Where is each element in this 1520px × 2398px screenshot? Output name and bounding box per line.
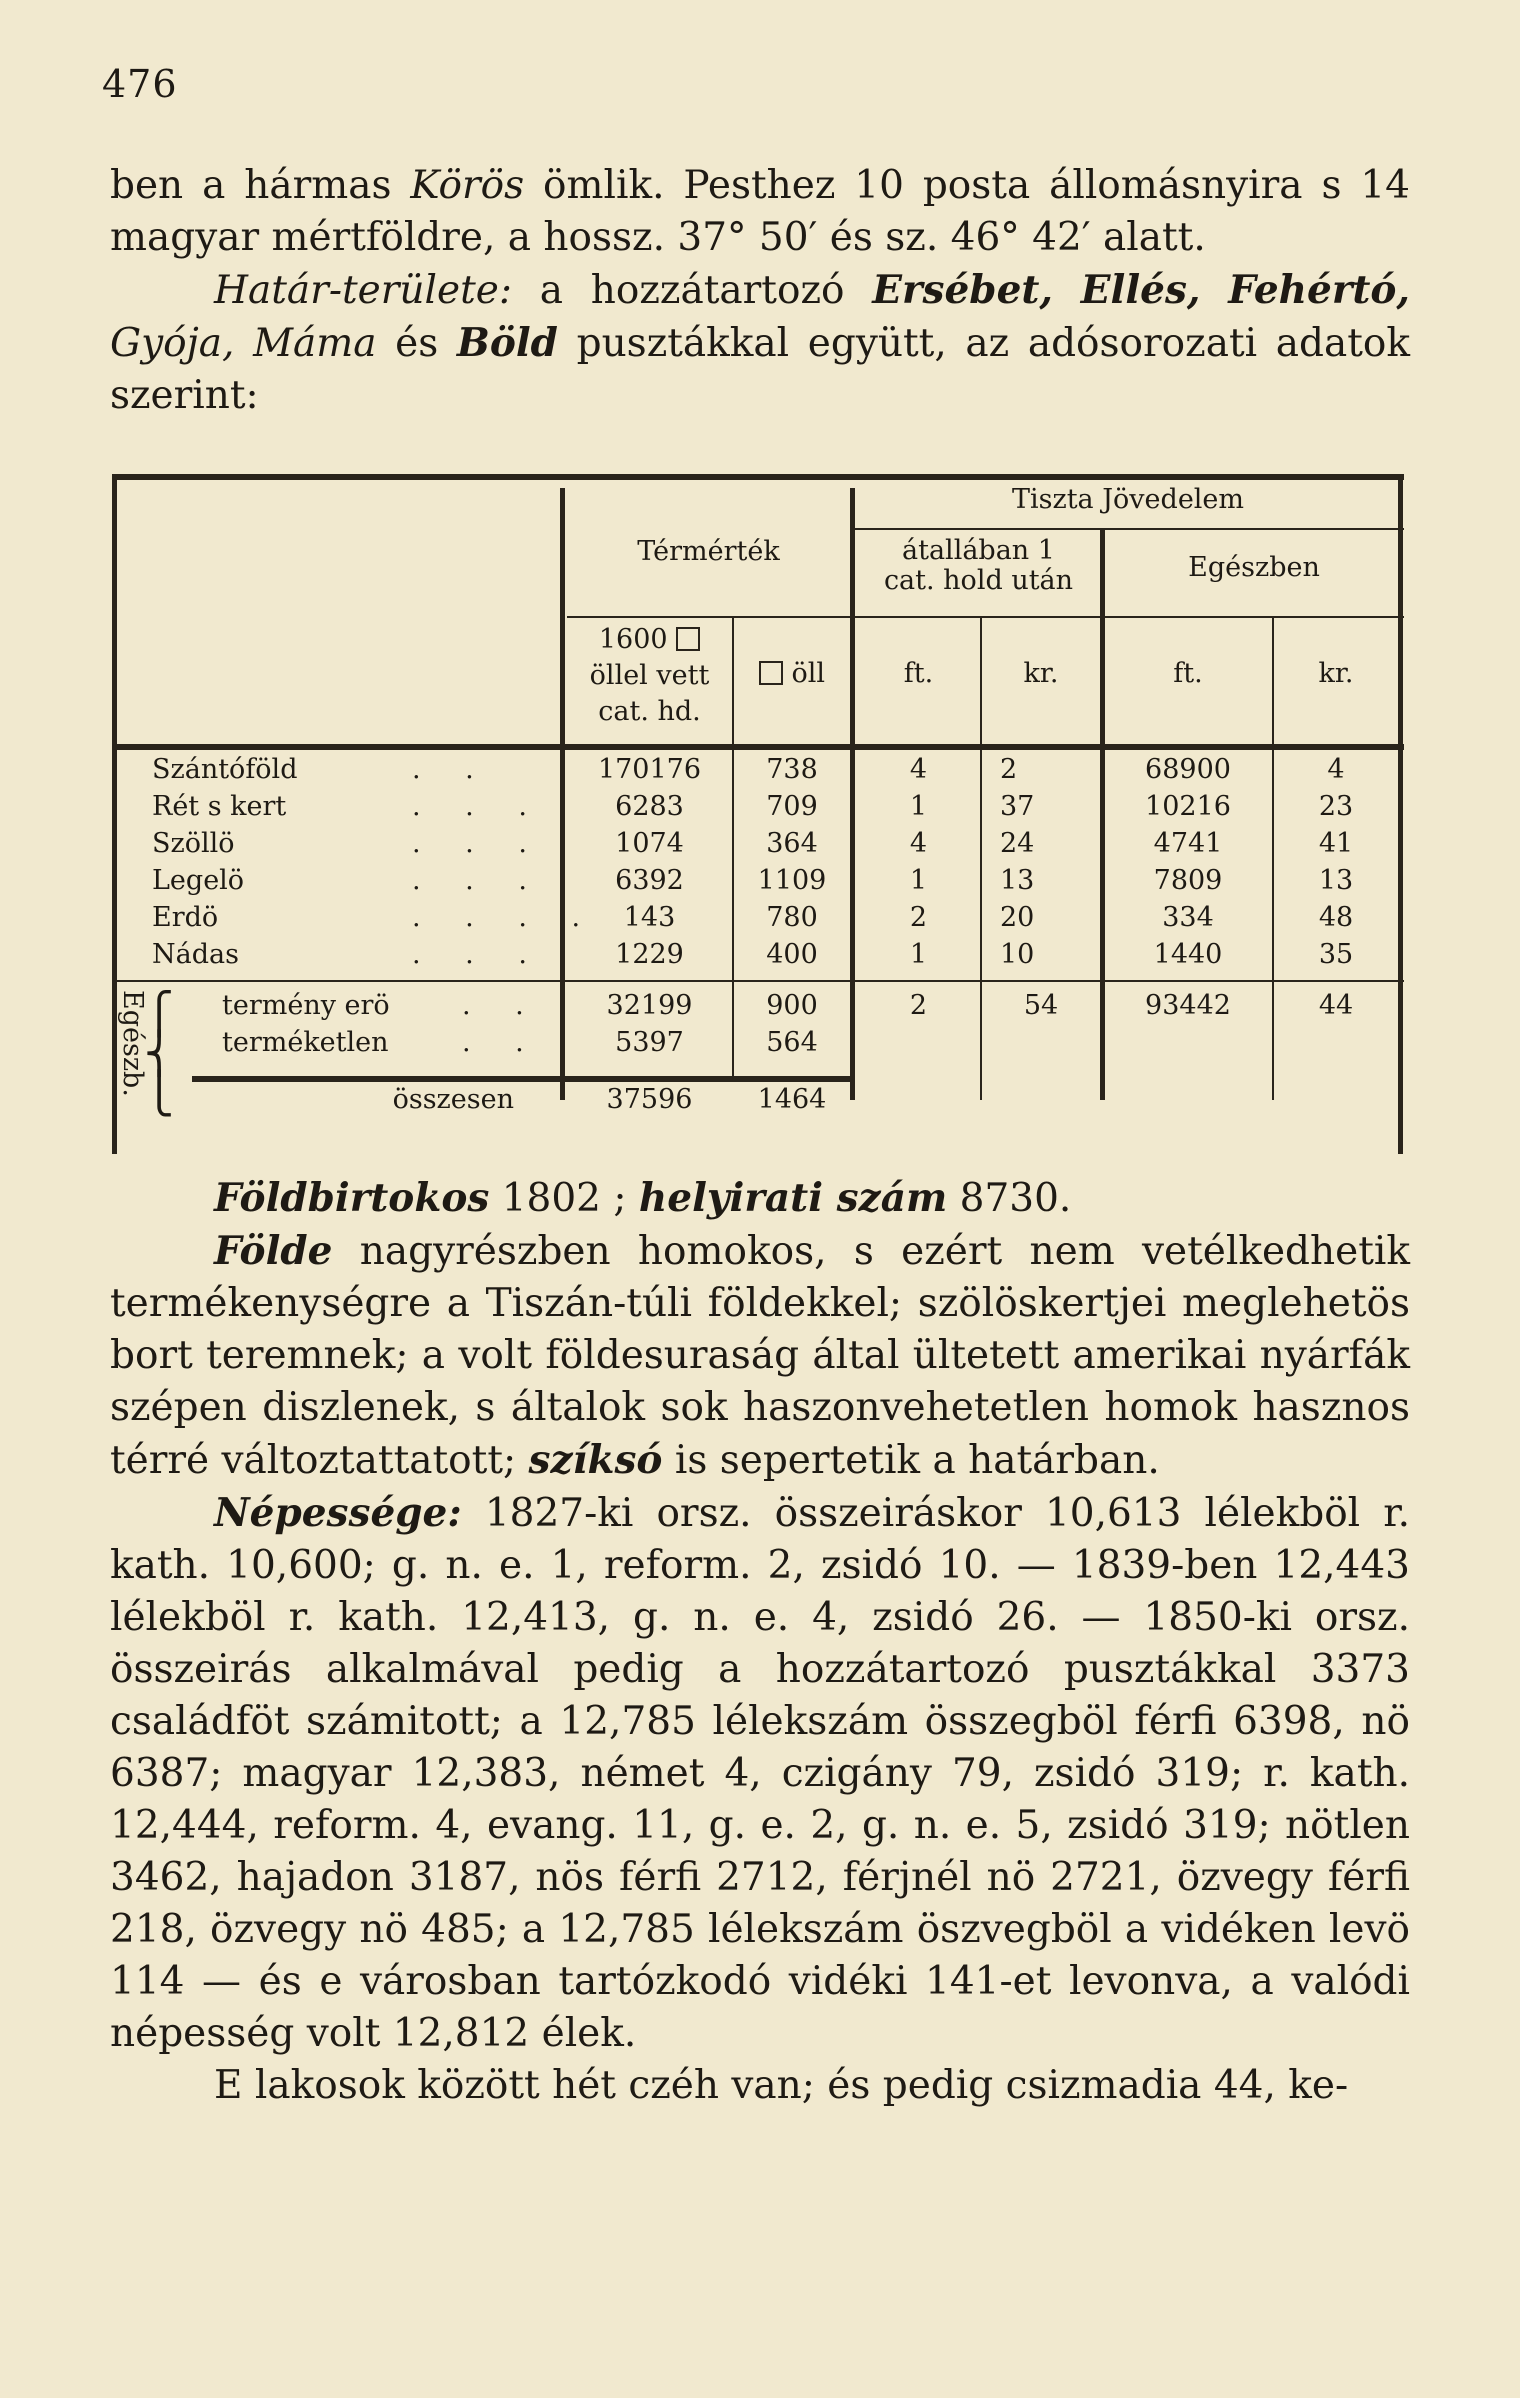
leader-dots: . . . .: [412, 902, 599, 933]
term: szíksó: [528, 1437, 663, 1483]
text-run: pusztákkal együtt, az adósorozati adatok szerint:: [110, 321, 1410, 418]
header-line: cat. hd.: [598, 696, 701, 727]
table-cell: 32199: [606, 990, 693, 1021]
space: [1201, 268, 1229, 313]
row-label: Nádas: [152, 939, 239, 970]
text-run: és: [376, 321, 457, 366]
leader-dots: . .: [462, 990, 542, 1021]
row-label: Rét s kert: [152, 791, 287, 822]
river-name: Körös: [410, 163, 525, 208]
table-cell: 54: [1023, 990, 1059, 1021]
table-cell: 364: [766, 828, 818, 859]
table-cell: 1: [909, 865, 928, 896]
header-line: cat. hold után: [883, 565, 1074, 596]
table-cell: 2: [909, 990, 928, 1021]
header-oll: [734, 658, 850, 689]
table-cell: 1440: [1153, 939, 1223, 970]
space: [234, 321, 253, 366]
section-label: Határ-területe:: [214, 268, 512, 313]
table-cell: 564: [766, 1027, 818, 1058]
rule: [112, 980, 1404, 982]
table-cell: 400: [766, 939, 818, 970]
place-name: Fehértó,: [1228, 267, 1410, 313]
table-cell: 4: [1327, 754, 1345, 785]
table-cell: 738: [766, 754, 818, 785]
square-icon: [676, 627, 700, 651]
row-label: terméketlen: [222, 1027, 389, 1058]
section-label: Földbirtokos: [214, 1175, 490, 1221]
leader-dots: . .: [462, 1027, 542, 1058]
total-label: összesen: [392, 1084, 514, 1115]
place-name: Böld: [456, 320, 558, 366]
section-label: Népessége:: [214, 1490, 462, 1536]
header-tiszta-jovedelem: Tiszta Jövedelem: [1011, 484, 1245, 515]
header-egeszben: Egészben: [1188, 552, 1320, 583]
brace: ⎨: [144, 1031, 174, 1077]
table-cell: 6283: [615, 791, 684, 822]
land-value-table: [112, 474, 1404, 1154]
row-label: Szántóföld: [152, 754, 298, 785]
table-cell: 780: [766, 902, 818, 933]
table-top-rule: [112, 474, 1404, 480]
row-label: Legelö: [152, 865, 245, 896]
rule: [560, 488, 565, 1100]
table-cell: 1229: [615, 939, 684, 970]
table-cell: 4: [909, 828, 928, 859]
place-name: Máma: [253, 321, 377, 366]
table-cell: 1: [909, 939, 928, 970]
header-line: átallában 1: [902, 535, 1055, 566]
total-hold: 37596: [606, 1084, 693, 1115]
square-icon: [759, 661, 783, 685]
header-ft-1: ft.: [903, 658, 934, 689]
table-cell: 5397: [615, 1027, 684, 1058]
table-cell: 10: [1000, 939, 1035, 970]
table-cell: 7809: [1153, 865, 1223, 896]
header-1600-oll: [567, 622, 732, 730]
place-name: Ersébet,: [872, 267, 1053, 313]
space: [1053, 268, 1081, 313]
text-run: E lakosok között hét czéh van; és pedig csizmadia 44, ke-: [214, 2063, 1349, 2108]
paragraph-nepessege: [110, 1487, 1410, 2060]
text-run: ben a hármas: [110, 163, 411, 208]
table-cell: 6392: [615, 865, 684, 896]
table-cell: 48: [1318, 902, 1354, 933]
leader-dots: . . .: [412, 791, 545, 822]
intro-text: [110, 160, 1410, 422]
page-number: 476: [102, 62, 178, 106]
paragraph-folde: [110, 1225, 1410, 1487]
text-run: is sepertetik a határban.: [662, 1438, 1160, 1483]
table-cell: 1074: [615, 828, 684, 859]
header-bottom-rule: [112, 744, 1404, 750]
table-cell: 1109: [757, 865, 827, 896]
header-line: öllel vett: [589, 660, 710, 691]
table-cell: 35: [1318, 939, 1354, 970]
header-ft-2: ft.: [1173, 658, 1203, 689]
table-cell: 23: [1318, 791, 1354, 822]
leader-dots: . .: [412, 754, 492, 785]
row-label: Erdö: [152, 902, 219, 933]
leader-dots: . . .: [412, 828, 545, 859]
table-cell: 143: [623, 902, 676, 933]
text-run: ömlik. Pesthez 10 posta állomásnyira s 14 magyar mértföldre, a hossz. 37° 50′ és sz. 46° 42′ alatt.: [110, 163, 1410, 260]
text-run: nagyrészben homokos, s ezért nem vetélkedhetik termékenységre a Tiszán-túli földekkel; szölöskertjei meglehetös bort teremnek; a volt földesuraság által ültetett amerikai nyárfák szépen diszlenek, s általok sok haszonvehetetlen homok hasznos térré változtattatott;: [110, 1229, 1410, 1483]
table-cell: 13: [1000, 865, 1035, 896]
text-run: 1802 ;: [489, 1176, 639, 1221]
table-cell: 44: [1318, 990, 1354, 1021]
leader-dots: . . .: [412, 939, 545, 970]
paragraph-foldbirtokos: [110, 1172, 1410, 1225]
section-label: helyirati szám: [638, 1175, 948, 1221]
rule: [192, 1076, 852, 1082]
place-name: Gyója,: [110, 321, 235, 366]
brace: ⎩: [144, 1071, 174, 1117]
table-cell: 2: [909, 902, 928, 933]
table-cell: 68900: [1145, 754, 1231, 785]
table-cell: 10216: [1145, 791, 1231, 822]
table-cell: 93442: [1145, 990, 1231, 1021]
table-cell: 4741: [1153, 828, 1223, 859]
table-cell: 41: [1318, 828, 1354, 859]
table-cell: 20: [1000, 902, 1035, 933]
rule: [567, 616, 1404, 618]
table-cell: 2: [1000, 754, 1018, 785]
main-text: [110, 1172, 1410, 2112]
paragraph-lakosok: [110, 2060, 1410, 2112]
header-line: 1600: [598, 624, 668, 655]
header-kr-2: kr.: [1318, 658, 1354, 689]
place-name: Ellés,: [1080, 267, 1201, 313]
table-cell: 4: [909, 754, 928, 785]
total-oll: 1464: [757, 1084, 827, 1115]
table-cell: 13: [1318, 865, 1354, 896]
intro-paragraph-1: [110, 160, 1410, 264]
header-termertek: Térmérték: [637, 536, 780, 567]
table-cell: 900: [766, 990, 818, 1021]
table-cell: 37: [1000, 791, 1035, 822]
leader-dots: . . .: [412, 865, 545, 896]
text-run: a hozzátartozó: [511, 268, 873, 313]
text-run: 1827-ki orsz. összeiráskor 10,613 lélekböl r. kath. 10,600; g. n. e. 1, reform. 2, zsidó 10. — 1839-ben 12,443 lélekböl r. kath. 12,413, g. n. e. 4, zsidó 26. — 1850-ki orsz. összeirás alkalmával pedig a hozzátartozó pusztákkal 3373 családföt számitott; a 12,785 lélekszám összegböl férfi 6398, nö 6387; magyar 12,383, német 4, czigány 79, zsidó 319; r. kath. 12,444, reform. 4, evang. 11, g. e. 2, g. n. e. 5, zsidó 319; nötlen 3462, hajadon 3187, nös férfi 2712, férjnél nö 2721, özvegy férfi 218, özvegy nö 485; a 12,785 lélekszám öszvegböl a vidéken levö 114 — és e városban tartózkodó vidéki 141-et levonva, a valódi népesség volt 12,812 élek.: [110, 1491, 1410, 2056]
text-run: 8730.: [947, 1176, 1072, 1221]
group-label: Egészb.: [117, 990, 148, 1097]
table-cell: 334: [1162, 902, 1214, 933]
rule: [850, 488, 855, 1100]
header-atallaban: [857, 536, 1100, 596]
row-label: termény erö: [222, 990, 390, 1021]
intro-paragraph-2: [110, 264, 1410, 422]
table-cell: 24: [1000, 828, 1035, 859]
brace: ⎧: [144, 991, 174, 1037]
header-kr-1: kr.: [1023, 658, 1059, 689]
table-cell: 709: [766, 791, 818, 822]
header-line: öll: [791, 658, 826, 689]
section-label: Földe: [214, 1228, 333, 1274]
rule: [852, 528, 1404, 530]
row-label: Szöllö: [152, 828, 235, 859]
table-cell: 1: [909, 791, 928, 822]
table-cell: 170176: [597, 754, 702, 785]
